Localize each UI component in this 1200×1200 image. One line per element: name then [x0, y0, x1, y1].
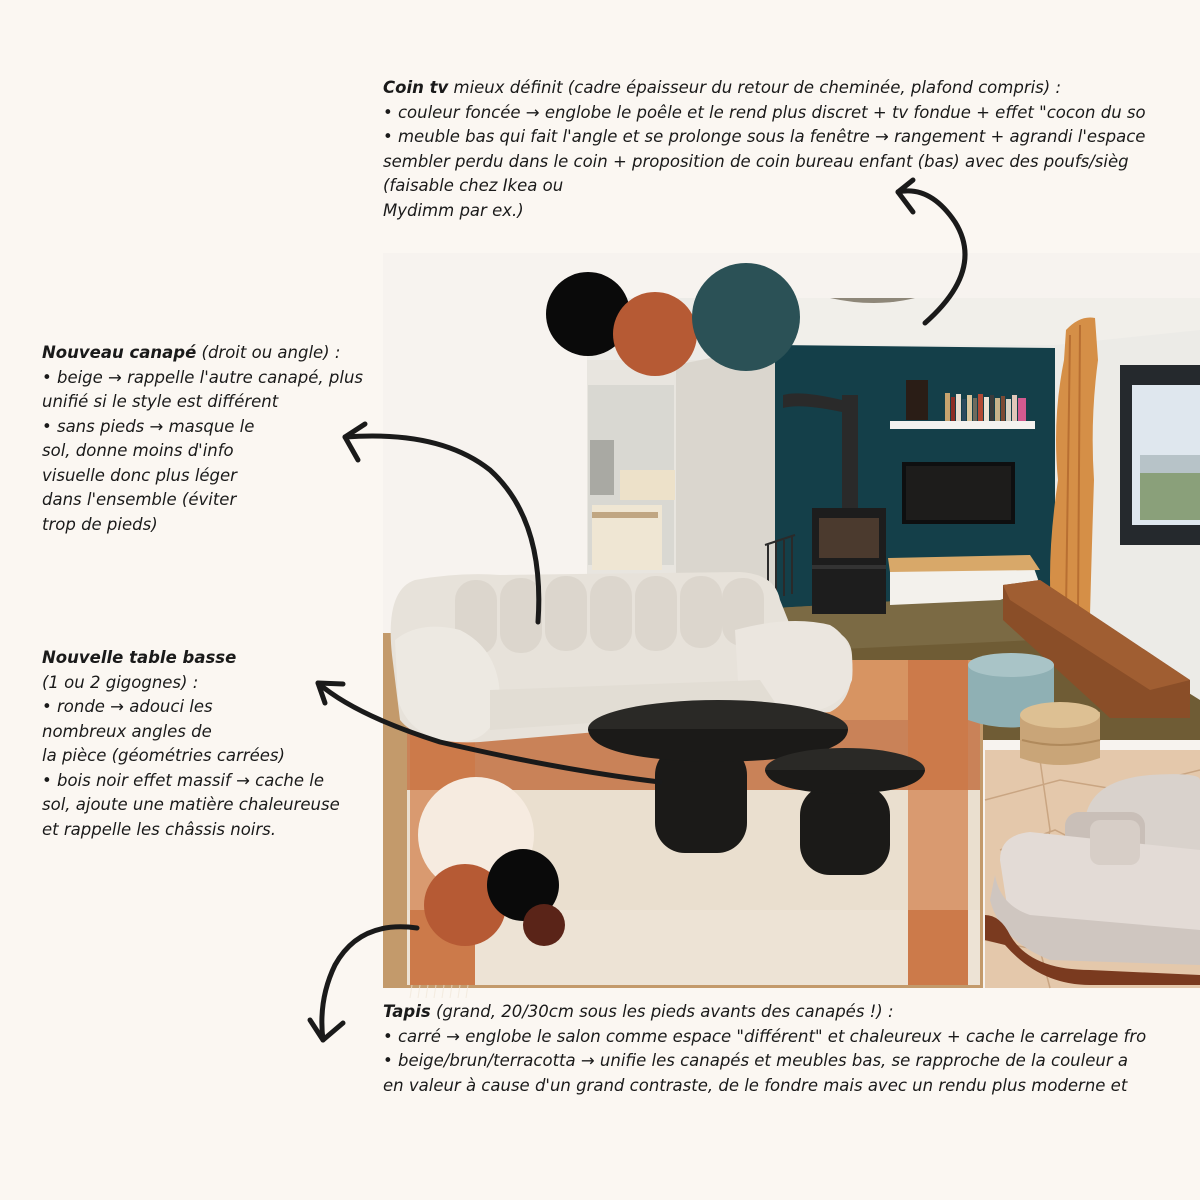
note-table-basse-line-5: sol, ajoute une matière chaleureuse — [42, 795, 340, 814]
window — [1120, 365, 1200, 545]
note-coin-tv-line-3: sembler perdu dans le coin + proposition de coin bureau enfant (bas) avec des poufs/sièg — [383, 151, 1129, 171]
note-table-basse-line-2: nombreux angles de — [42, 721, 212, 741]
note-table-basse-line-4: • bois noir effet massif → cache le — [42, 770, 324, 790]
note-coin-tv-line-1: • couleur foncée → englobe le poêle et le rend plus discret + tv fondue + effet "cocon du so — [383, 102, 1146, 122]
note-tapis-line-2: • beige/brun/terracotta → unifie les canapés et meubles bas, se rapproche de la couleur a — [383, 1051, 1128, 1070]
note-canape-text-0: (droit ou angle) : — [196, 343, 341, 362]
note-table-basse-title-text: Nouvelle table basse — [42, 648, 237, 667]
note-table-basse — [42, 646, 340, 842]
note-tapis-title: Tapis — [383, 1002, 431, 1021]
note-table-basse-title — [42, 646, 340, 671]
palette-terracotta — [613, 292, 697, 376]
note-tapis-line-1: • carré → englobe le salon comme espace "différent" et chaleureux + cache le carrelage fro — [383, 1026, 1147, 1046]
note-tapis-line-0 — [383, 1000, 1146, 1025]
note-canape-line-1: • beige → rappelle l'autre canapé, plus — [42, 367, 364, 387]
note-table-basse-line-1: • ronde → adouci les — [42, 697, 213, 716]
note-canape-line-5: visuelle donc plus léger — [42, 465, 237, 485]
note-canape-line-4: sol, donne moins d'info — [42, 441, 234, 460]
note-table-basse-line-6: et rappelle les châssis noirs. — [42, 819, 277, 839]
note-canape-line-6: dans l'ensemble (éviter — [42, 490, 237, 509]
note-table-basse-line-0: (1 ou 2 gigognes) : — [42, 672, 199, 692]
note-table-basse-line-3: la pièce (géométries carrées) — [42, 746, 285, 765]
palette-teal — [692, 263, 800, 371]
note-coin-tv-line-5: Mydimm par ex.) — [383, 200, 524, 220]
palette-brown — [523, 904, 565, 946]
note-coin-tv-line-4: (faisable chez Ikea ou — [383, 176, 564, 195]
note-canape — [42, 341, 363, 537]
note-canape-line-7: trop de pieds) — [42, 514, 158, 534]
note-coin-tv-line-2: • meuble bas qui fait l'angle et se prolonge sous la fenêtre → rangement + agrandi l'espace — [383, 127, 1146, 146]
note-canape-title: Nouveau canapé — [42, 343, 197, 362]
pouf-jute — [1020, 702, 1100, 765]
note-tapis-text-0: (grand, 20/30cm sous les pieds avants des canapés !) : — [430, 1002, 894, 1021]
note-coin-tv-text-0: mieux définit (cadre épaisseur du retour de cheminée, plafond compris) : — [448, 78, 1062, 97]
note-coin-tv — [383, 76, 1146, 223]
note-coin-tv-title: Coin tv — [383, 78, 449, 97]
note-tapis-line-3: en valeur à cause d'un grand contraste, de le fondre mais avec un rendu plus moderne et — [383, 1075, 1128, 1095]
note-coin-tv-line-0 — [383, 76, 1146, 101]
note-canape-line-0 — [42, 341, 363, 366]
note-canape-line-3: • sans pieds → masque le — [42, 416, 255, 436]
note-tapis — [383, 1000, 1146, 1098]
note-canape-line-2: unifié si le style est différent — [42, 392, 279, 411]
